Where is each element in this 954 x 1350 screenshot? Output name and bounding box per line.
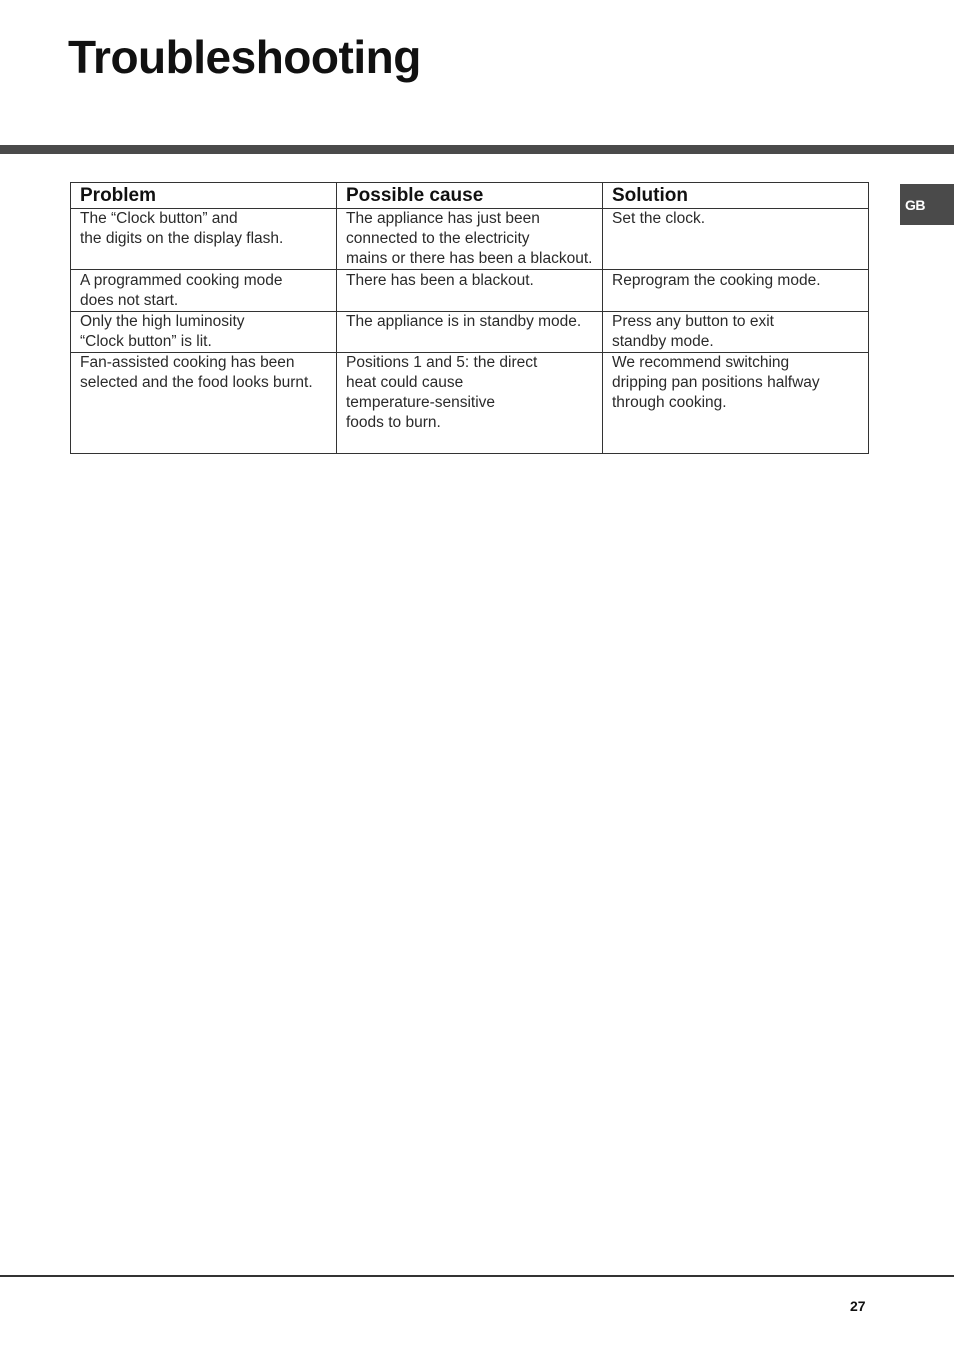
header-possible-cause: Possible cause [337,183,603,209]
header-divider [0,145,954,154]
footer-divider [0,1275,954,1277]
header-problem: Problem [71,183,337,209]
troubleshooting-table [70,182,869,454]
cause-cell: The appliance has just been connected to the electricity mains or there has been a blackout. [337,209,603,270]
solution-cell: Press any button to exit standby mode. [603,312,869,353]
header-solution: Solution [603,183,869,209]
problem-cell: The “Clock button” and the digits on the display flash. [71,209,337,270]
problem-cell: Only the high luminosity “Clock button” is lit. [71,312,337,353]
table-header-row [71,183,869,209]
table-row [71,209,869,270]
solution-cell: We recommend switching dripping pan positions halfway through cooking. [603,353,869,454]
problem-cell: A programmed cooking mode does not start. [71,270,337,312]
cause-cell: There has been a blackout. [337,270,603,312]
problem-cell: Fan-assisted cooking has been selected and the food looks burnt. [71,353,337,454]
table-row [71,312,869,353]
cause-cell: Positions 1 and 5: the direct heat could cause temperature-sensitive foods to burn. [337,353,603,454]
cause-cell: The appliance is in standby mode. [337,312,603,353]
solution-cell: Reprogram the cooking mode. [603,270,869,312]
page-title: Troubleshooting [68,31,421,83]
language-tab: GB [900,184,954,225]
page-number: 27 [850,1298,866,1314]
solution-cell: Set the clock. [603,209,869,270]
table-row [71,270,869,312]
table-row [71,353,869,454]
